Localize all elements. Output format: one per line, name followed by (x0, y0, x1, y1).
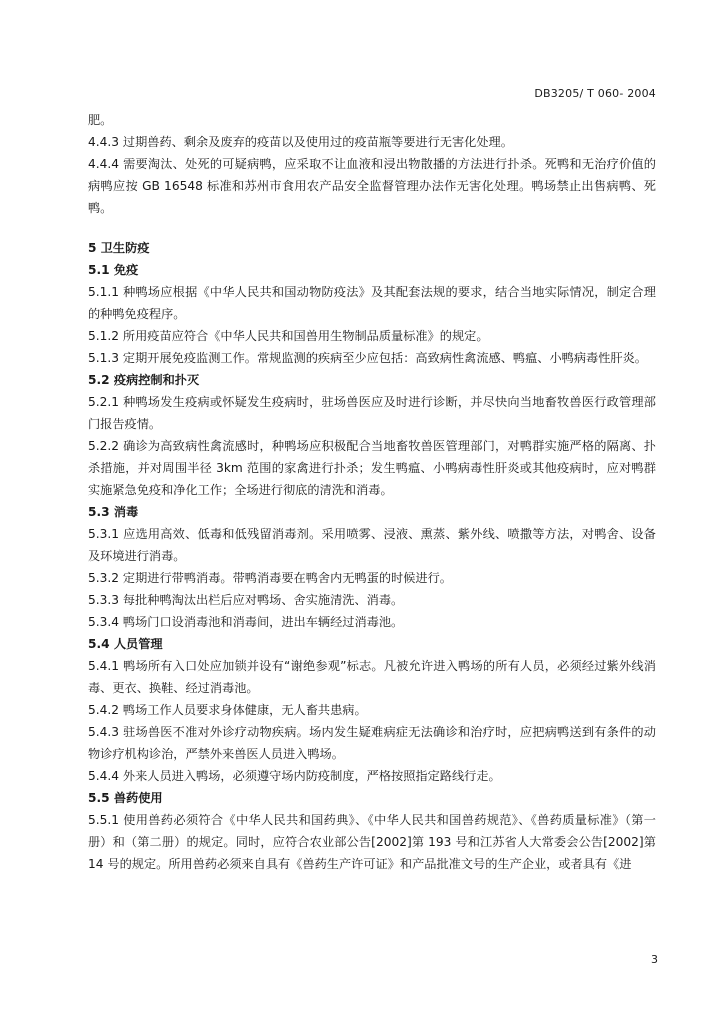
clause-5-2-1: 5.2.1 种鸭场发生疫病或怀疑发生疫病时，驻场兽医应及时进行诊断，并尽快向当地畜牧兽医行政管理部门报告疫情。 (88, 395, 656, 431)
body-text (88, 109, 656, 875)
subsection-heading-5-4: 5.4 人员管理 (88, 637, 163, 651)
clause-5-3-2: 5.3.2 定期进行带鸭消毒。带鸭消毒要在鸭舍内无鸭蛋的时候进行。 (88, 571, 452, 585)
section-heading-5: 5 卫生防疫 (88, 241, 150, 255)
clause-5-1-3: 5.1.3 定期开展免疫监测工作。常规监测的疾病至少应包括：高致病性禽流感、鸭瘟、小鸭病毒性肝炎。 (88, 351, 647, 365)
clause-4-4-4: 4.4.4 需要淘汰、处死的可疑病鸭，应采取不让血液和浸出物散播的方法进行扑杀。死鸭和无治疗价值的病鸭应按 GB 16548 标准和苏州市食用农产品安全监督管理办法作无害化处理。鸭场禁止出售病鸭、死鸭。 (88, 157, 656, 215)
clause-5-1-2: 5.1.2 所用疫苗应符合《中华人民共和国兽用生物制品质量标准》的规定。 (88, 329, 489, 343)
clause-5-3-3: 5.3.3 每批种鸭淘汰出栏后应对鸭场、舍实施清洗、消毒。 (88, 593, 404, 607)
clause-5-4-1: 5.4.1 鸭场所有入口处应加锁并设有“谢绝参观”标志。凡被允许进入鸭场的所有人员，必须经过紫外线消毒、更衣、换鞋、经过消毒池。 (88, 659, 656, 695)
subsection-heading-5-5: 5.5 兽药使用 (88, 791, 163, 805)
clause-5-5-1: 5.5.1 使用兽药必须符合《中华人民共和国药典》、《中华人民共和国兽药规范》、《兽药质量标准》（第一册）和（第二册）的规定。同时，应符合农业部公告[2002]第 193 号和江苏省人大常委会公告[2002]第 14 号的规定。所用兽药必须来自具有《兽药生产许可证》和产品批准文号的生产企业，或者具有《进 (88, 813, 656, 871)
clause-5-1-1: 5.1.1 种鸭场应根据《中华人民共和国动物防疫法》及其配套法规的要求，结合当地实际情况，制定合理的种鸭免疫程序。 (88, 285, 656, 321)
subsection-heading-5-3: 5.3 消毒 (88, 505, 139, 519)
paragraph: 肥。 (88, 113, 113, 127)
subsection-heading-5-2: 5.2 疫病控制和扑灭 (88, 373, 200, 387)
clause-5-3-4: 5.3.4 鸭场门口设消毒池和消毒间，进出车辆经过消毒池。 (88, 615, 404, 629)
clause-4-4-3: 4.4.3 过期兽药、剩余及废弃的疫苗以及使用过的疫苗瓶等要进行无害化处理。 (88, 135, 513, 149)
clause-5-4-2: 5.4.2 鸭场工作人员要求身体健康，无人畜共患病。 (88, 703, 367, 717)
page-number: 3 (651, 953, 658, 966)
clause-5-2-2: 5.2.2 确诊为高致病性禽流感时，种鸭场应积极配合当地畜牧兽医管理部门，对鸭群实施严格的隔离、扑杀措施，并对周围半径 3km 范围的家禽进行扑杀；发生鸭瘟、小鸭病毒性肝炎或其他疫病时，应对鸭群实施紧急免疫和净化工作；全场进行彻底的清洗和消毒。 (88, 439, 656, 497)
clause-5-4-4: 5.4.4 外来人员进入鸭场，必须遵守场内防疫制度，严格按照指定路线行走。 (88, 769, 501, 783)
document-code: DB3205/ T 060- 2004 (534, 87, 656, 100)
subsection-heading-5-1: 5.1 免疫 (88, 263, 139, 277)
clause-5-4-3: 5.4.3 驻场兽医不准对外诊疗动物疾病。场内发生疑难病症无法确诊和治疗时，应把病鸭送到有条件的动物诊疗机构诊治，严禁外来兽医人员进入鸭场。 (88, 725, 656, 761)
clause-5-3-1: 5.3.1 应选用高效、低毒和低残留消毒剂。采用喷雾、浸液、熏蒸、紫外线、喷撒等方法，对鸭舍、设备及环境进行消毒。 (88, 527, 656, 563)
